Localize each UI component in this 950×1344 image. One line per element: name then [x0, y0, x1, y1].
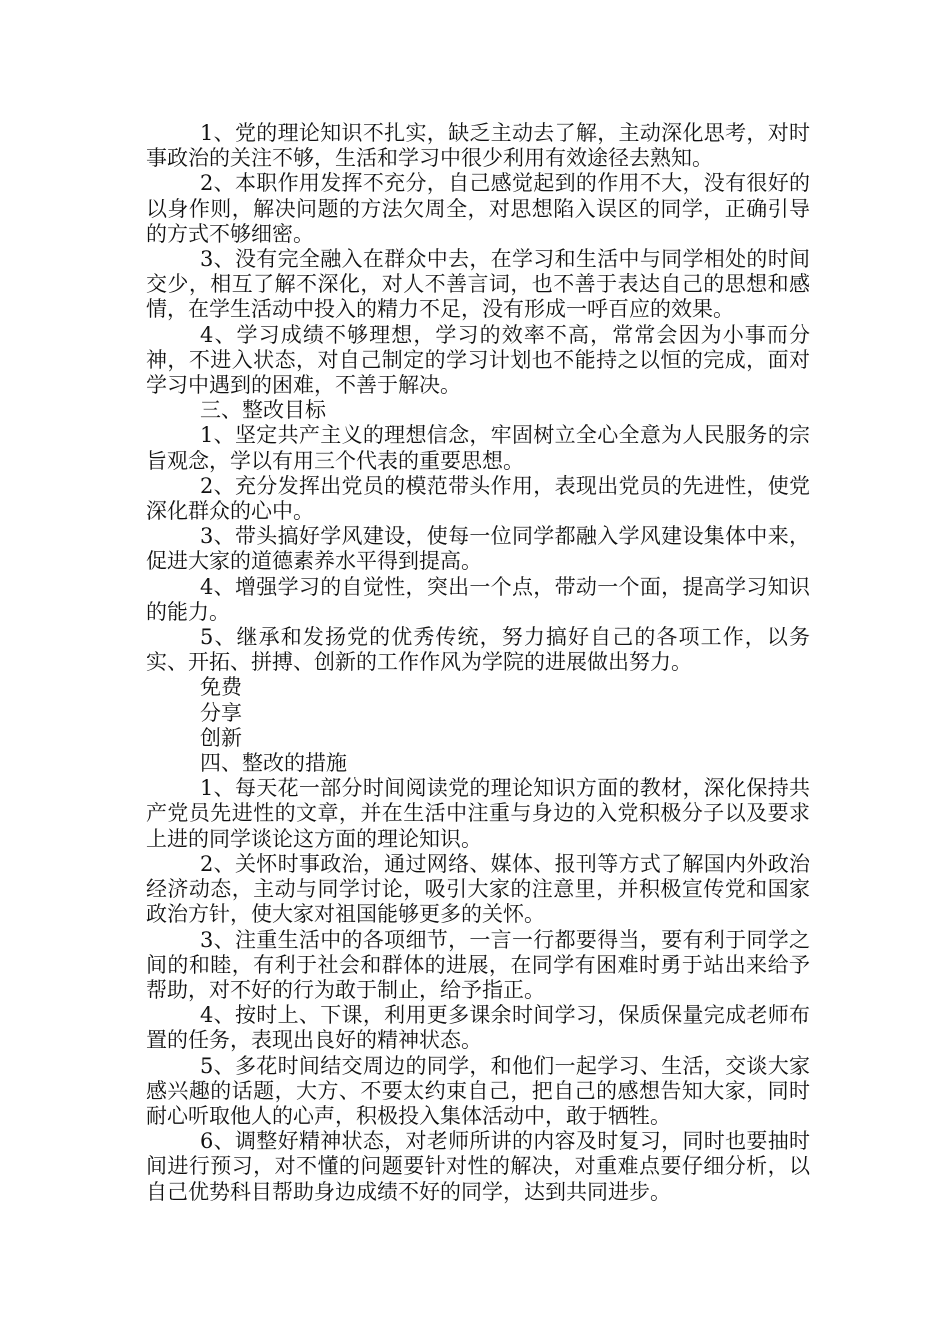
- paragraph-goal-2: 2、充分发挥出党员的模范带头作用，表现出党员的先进性，使党深化群众的心中。: [146, 473, 810, 524]
- paragraph-measure-1: 1、每天花一部分时间阅读党的理论知识方面的教材，深化保持共产党员先进性的文章，并在生活中注重与身边的入党积极分子以及要求上进的同学谈论这方面的理论知识。: [146, 776, 810, 851]
- paragraph-shortcoming-2: 2、本职作用发挥不充分，自己感觉起到的作用不大，没有很好的以身作则，解决问题的方法欠周全，对思想陷入误区的同学，正确引导的方式不够细密。: [146, 171, 810, 246]
- paragraph-shortcoming-4: 4、学习成绩不够理想，学习的效率不高，常常会因为小事而分神，不进入状态，对自己制定的学习计划也不能持之以恒的完成，面对学习中遇到的困难，不善于解决。: [146, 322, 810, 398]
- document-body: [146, 121, 810, 1205]
- short-line-innovate: 创新: [200, 725, 242, 750]
- short-line-share: 分享: [200, 700, 242, 725]
- paragraph-shortcoming-1: 1、党的理论知识不扎实，缺乏主动去了解，主动深化思考，对时事政治的关注不够，生活和学习中很少利用有效途径去熟知。: [146, 121, 810, 171]
- paragraph-measure-5: 5、多花时间结交周边的同学，和他们一起学习、生活，交谈大家感兴趣的话题，大方、不要太约束自己，把自己的感想告知大家，同时耐心听取他人的心声，积极投入集体活动中，敢于牺牲。: [146, 1053, 810, 1128]
- short-line-free: 免费: [200, 675, 242, 700]
- paragraph-measure-2: 2、关怀时事政治，通过网络、媒体、报刊等方式了解国内外政治经济动态，主动与同学讨论，吸引大家的注意里，并积极宣传党和国家政治方针，使大家对祖国能够更多的关怀。: [146, 851, 810, 927]
- section-heading-measures: 四、整改的措施: [200, 751, 347, 776]
- paragraph-goal-1: 1、坚定共产主义的理想信念，牢固树立全心全意为人民服务的宗旨观念，学以有用三个代表的重要思想。: [146, 423, 810, 473]
- paragraph-goal-5: 5、继承和发扬党的优秀传统，努力搞好自己的各项工作，以务实、开拓、拼搏、创新的工作作风为学院的进展做出努力。: [146, 625, 810, 675]
- paragraph-goal-4: 4、增强学习的自觉性，突出一个点，带动一个面，提高学习知识的能力。: [146, 574, 810, 624]
- section-heading-goals: 三、整改目标: [200, 398, 326, 423]
- paragraph-shortcoming-3: 3、没有完全融入在群众中去，在学习和生活中与同学相处的时间交少，相互了解不深化，对人不善言词，也不善于表达自己的思想和感情，在学生活动中投入的精力不足，没有形成一呼百应的效果。: [146, 247, 810, 322]
- paragraph-measure-3: 3、注重生活中的各项细节，一言一行都要得当，要有利于同学之间的和睦，有利于社会和群体的进展，在同学有困难时勇于站出来给予帮助，对不好的行为敢于制止，给予指正。: [146, 927, 810, 1002]
- paragraph-goal-3: 3、带头搞好学风建设，使每一位同学都融入学风建设集体中来，促进大家的道德素养水平得到提高。: [146, 524, 810, 574]
- paragraph-measure-6: 6、调整好精神状态，对老师所讲的内容及时复习，同时也要抽时间进行预习，对不懂的问题要针对性的解决，对重难点要仔细分析，以自己优势科目帮助身边成绩不好的同学，达到共同进步。: [146, 1129, 810, 1204]
- paragraph-measure-4: 4、按时上、下课，利用更多课余时间学习，保质保量完成老师布置的任务，表现出良好的精神状态。: [146, 1003, 810, 1053]
